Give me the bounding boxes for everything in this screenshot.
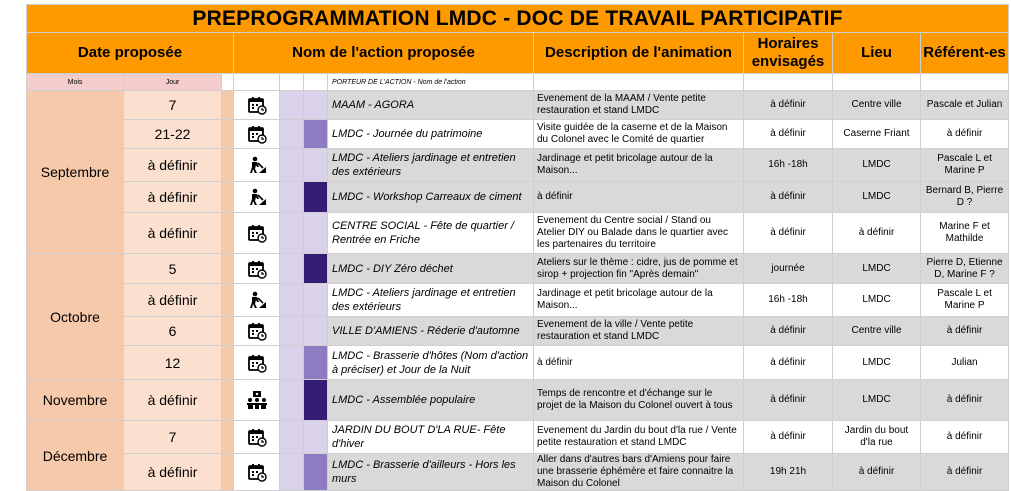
calendar-icon (234, 346, 280, 380)
horaires-cell: à définir (744, 91, 833, 120)
calendar-icon (234, 421, 280, 454)
table-row (27, 454, 1009, 491)
page-title: PREPROGRAMMATION LMDC - DOC DE TRAVAIL PARTICIPATIF (27, 5, 1009, 33)
color-swatch (280, 380, 304, 421)
day-cell: 5 (124, 254, 222, 284)
table-row (27, 284, 1009, 317)
color-swatch (280, 284, 304, 317)
action-name: LMDC - Workshop Carreaux de ciment (328, 182, 534, 213)
color-swatch (280, 346, 304, 380)
lieu-cell: Caserne Friant (833, 120, 921, 149)
header-referents: Référent-es (921, 33, 1009, 74)
referents-cell: à définir (921, 120, 1009, 149)
horaires-cell: 19h 21h (744, 454, 833, 491)
action-description: à définir (534, 346, 744, 380)
calendar-icon (234, 213, 280, 254)
referents-cell: à définir (921, 380, 1009, 421)
horaires-cell: à définir (744, 120, 833, 149)
color-swatch (280, 317, 304, 346)
color-swatch (280, 91, 304, 120)
color-swatch (280, 213, 304, 254)
category-swatch (304, 380, 328, 421)
horaires-cell: à définir (744, 317, 833, 346)
calendar-icon (234, 91, 280, 120)
lieu-cell: LMDC (833, 284, 921, 317)
horaires-cell: à définir (744, 213, 833, 254)
day-cell: 7 (124, 421, 222, 454)
subheader-jour: Jour (124, 74, 222, 91)
color-swatch (280, 454, 304, 491)
lieu-cell: LMDC (833, 380, 921, 421)
left-gutter (0, 0, 26, 488)
day-cell: à définir (124, 149, 222, 182)
category-swatch (304, 421, 328, 454)
horaires-cell: à définir (744, 380, 833, 421)
table-row (27, 421, 1009, 454)
action-name: LMDC - Brasserie d'ailleurs - Hors les murs (328, 454, 534, 491)
table-row (27, 91, 1009, 120)
action-name: LMDC - Brasserie d'hôtes (Nom d'action à préciser) et Jour de la Nuit (328, 346, 534, 380)
action-name: MAAM - AGORA (328, 91, 534, 120)
action-name: LMDC - Ateliers jardinage et entretien des extérieurs (328, 284, 534, 317)
horaires-cell: à définir (744, 421, 833, 454)
action-description: Evenement de la ville / Vente petite restauration et stand LMDC (534, 317, 744, 346)
program-table (26, 4, 1009, 491)
category-swatch (304, 120, 328, 149)
category-swatch (304, 254, 328, 284)
day-cell: à définir (124, 380, 222, 421)
color-swatch (280, 421, 304, 454)
referents-cell: Pascale L et Marine P (921, 284, 1009, 317)
referents-cell: Marine F et Mathilde (921, 213, 1009, 254)
header-action: Nom de l'action proposée (234, 33, 534, 74)
subheader-porteur: PORTEUR DE L'ACTION - Nom de l'action (328, 74, 534, 91)
calendar-icon (234, 120, 280, 149)
category-swatch (304, 182, 328, 213)
horaires-cell: journée (744, 254, 833, 284)
category-swatch (304, 91, 328, 120)
action-description: Evenement du Jardin du bout d'la rue / Vente petite restauration et stand LMDC (534, 421, 744, 454)
referents-cell: Julian (921, 346, 1009, 380)
action-name: LMDC - Ateliers jardinage et entretien des extérieurs (328, 149, 534, 182)
referents-cell: Pierre D, Etienne D, Marine F ? (921, 254, 1009, 284)
table-body (27, 91, 1009, 491)
referents-cell: Bernard B, Pierre D ? (921, 182, 1009, 213)
referents-cell: Pascale et Julian (921, 91, 1009, 120)
category-swatch (304, 284, 328, 317)
action-name: VILLE D'AMIENS - Réderie d'automne (328, 317, 534, 346)
table-row (27, 213, 1009, 254)
month-cell: Octobre (27, 254, 124, 380)
day-cell: 12 (124, 346, 222, 380)
color-swatch (280, 149, 304, 182)
month-cell: Décembre (27, 421, 124, 491)
table-row (27, 120, 1009, 149)
horaires-cell: 16h -18h (744, 149, 833, 182)
action-name: LMDC - DIY Zéro déchet (328, 254, 534, 284)
color-swatch (280, 120, 304, 149)
action-description: à définir (534, 182, 744, 213)
category-swatch (304, 213, 328, 254)
worker-icon (234, 149, 280, 182)
header-date: Date proposée (27, 33, 234, 74)
subheader-mois: Mois (27, 74, 124, 91)
category-swatch (304, 454, 328, 491)
day-cell: à définir (124, 182, 222, 213)
horaires-cell: à définir (744, 346, 833, 380)
category-swatch (304, 317, 328, 346)
action-name: CENTRE SOCIAL - Fête de quartier / Rentrée en Friche (328, 213, 534, 254)
action-name: LMDC - Assemblée populaire (328, 380, 534, 421)
category-swatch (304, 149, 328, 182)
day-cell: à définir (124, 284, 222, 317)
lieu-cell: Centre ville (833, 317, 921, 346)
action-description: Visite guidée de la caserne et de la Maison du Colonel avec le Comité de quartier (534, 120, 744, 149)
table-row (27, 317, 1009, 346)
horaires-cell: 16h -18h (744, 284, 833, 317)
lieu-cell: LMDC (833, 182, 921, 213)
worker-icon (234, 284, 280, 317)
table-row (27, 254, 1009, 284)
category-swatch (304, 346, 328, 380)
horaires-cell: à définir (744, 182, 833, 213)
header-description: Description de l'animation (534, 33, 744, 74)
worker-icon (234, 182, 280, 213)
calendar-icon (234, 454, 280, 491)
action-description: Jardinage et petit bricolage autour de la Maison... (534, 149, 744, 182)
color-swatch (280, 182, 304, 213)
day-cell: 6 (124, 317, 222, 346)
header-horaires: Horaires envisagés (744, 33, 833, 74)
day-cell: à définir (124, 454, 222, 491)
table-row (27, 346, 1009, 380)
lieu-cell: à définir (833, 454, 921, 491)
action-name: JARDIN DU BOUT D'LA RUE- Fête d'hiver (328, 421, 534, 454)
lieu-cell: LMDC (833, 254, 921, 284)
referents-cell: Pascale L et Marine P (921, 149, 1009, 182)
lieu-cell: Jardin du bout d'la rue (833, 421, 921, 454)
action-description: Ateliers sur le thème : cidre, jus de pomme et sirop + projection fin "Après demain" (534, 254, 744, 284)
action-description: Aller dans d'autres bars d'Amiens pour faire une brasserie éphémère et faire connaitre la Maison du Colonel (534, 454, 744, 491)
table-row (27, 182, 1009, 213)
referents-cell: à définir (921, 454, 1009, 491)
day-cell: 21-22 (124, 120, 222, 149)
referents-cell: à définir (921, 421, 1009, 454)
table-row (27, 380, 1009, 421)
calendar-icon (234, 254, 280, 284)
day-cell: 7 (124, 91, 222, 120)
lieu-cell: LMDC (833, 346, 921, 380)
meeting-icon (234, 380, 280, 421)
action-description: Evenement de la MAAM / Vente petite restauration et stand LMDC (534, 91, 744, 120)
month-cell: Novembre (27, 380, 124, 421)
action-description: Temps de rencontre et d'échange sur le projet de la Maison du Colonel ouvert à tous (534, 380, 744, 421)
lieu-cell: Centre ville (833, 91, 921, 120)
header-lieu: Lieu (833, 33, 921, 74)
action-description: Jardinage et petit bricolage autour de la Maison... (534, 284, 744, 317)
action-description: Evenement du Centre social / Stand ou Atelier DIY ou Balade dans le quartier avec les partenaires du territoire (534, 213, 744, 254)
lieu-cell: LMDC (833, 149, 921, 182)
color-swatch (280, 254, 304, 284)
table-row (27, 149, 1009, 182)
month-cell: Septembre (27, 91, 124, 254)
lieu-cell: à définir (833, 213, 921, 254)
calendar-icon (234, 317, 280, 346)
day-cell: à définir (124, 213, 222, 254)
referents-cell: à définir (921, 317, 1009, 346)
action-name: LMDC - Journée du patrimoine (328, 120, 534, 149)
